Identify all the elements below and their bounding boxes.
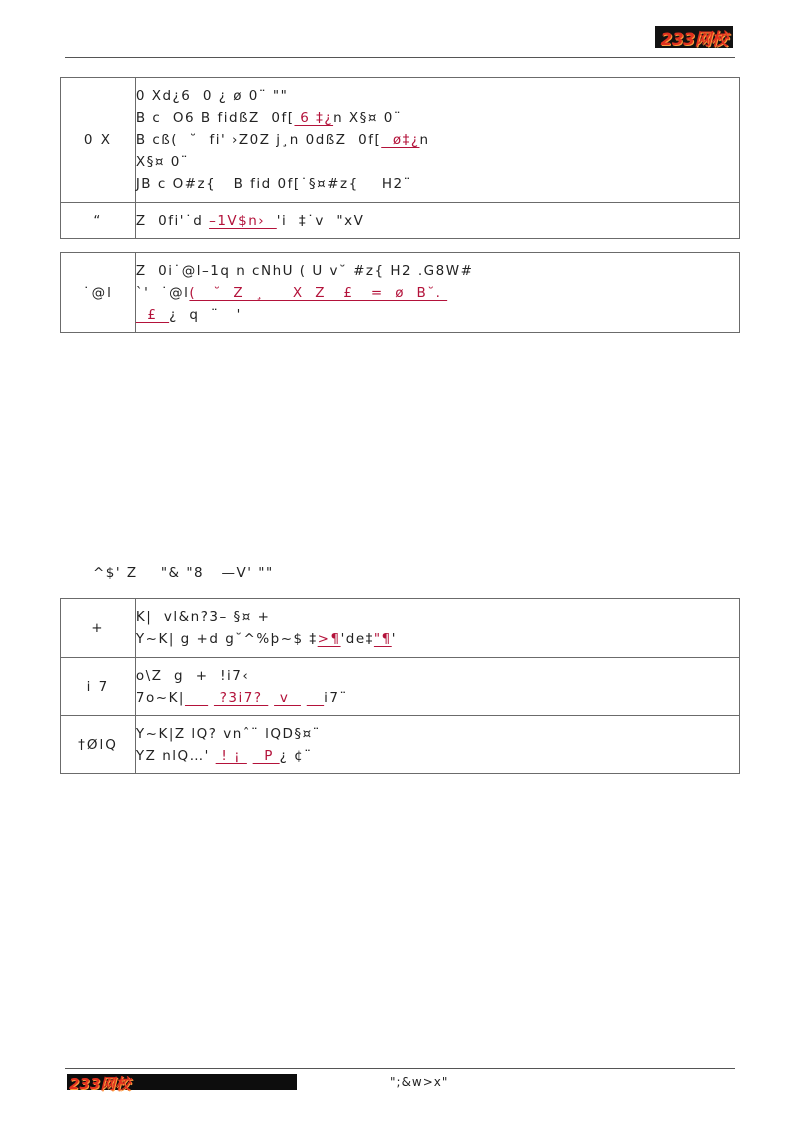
text-line [136, 107, 739, 129]
section-title: ^$' Z "& "8 —V' "" [93, 565, 274, 581]
text-segment: B cß( ˘ fi' ›Z0Z j¸n 0dßZ 0f[ [135, 132, 382, 148]
table-1 [60, 77, 740, 239]
highlighted-text [307, 690, 324, 706]
row-content [135, 599, 739, 658]
highlighted-text: ?3i7? [213, 689, 269, 706]
highlighted-text: ! ¡ [215, 747, 247, 764]
header-logo-text: 233网校 [660, 29, 728, 50]
table-row [61, 253, 740, 333]
row-content [135, 203, 739, 239]
header-logo [655, 26, 733, 48]
text-segment: K| vl&n?3– §¤ + [135, 609, 271, 625]
text-line [136, 665, 739, 687]
row-content [135, 253, 739, 333]
highlighted-text: P [252, 747, 280, 764]
text-line [136, 151, 739, 173]
text-segment: Z 0i˙@l–1q n cNhU ( U v˘ #z{ H2 .G8W# [135, 262, 474, 279]
footer-text: ";&w>x" [390, 1075, 449, 1089]
text-segment: Y~K| g +d g˘^%þ~$ ‡ [135, 631, 318, 647]
text-line [136, 304, 739, 326]
text-line [136, 210, 739, 232]
text-segment: 0 Xd¿6 0 ¿ ø 0¨ "" [135, 88, 289, 104]
text-segment: ¿ ¢¨ [279, 747, 313, 764]
text-line [136, 687, 739, 709]
text-segment: X§¤ 0¨ [135, 154, 190, 170]
highlighted-text: "¶ [373, 631, 392, 647]
footer-divider [65, 1068, 735, 1069]
text-line [136, 85, 739, 107]
highlighted-text: v [274, 689, 301, 706]
text-line [136, 723, 739, 745]
text-line [136, 129, 739, 151]
text-segment: 'i ‡˙v "xV [276, 212, 365, 229]
row-label: ˙@l [61, 253, 136, 333]
text-segment: ' [391, 631, 397, 647]
text-segment: Y~K|Z lQ? vnˆ¨ lQD§¤¨ [135, 725, 321, 742]
row-label: 0 X [61, 78, 136, 203]
table-row [61, 78, 740, 203]
table-2 [60, 252, 740, 333]
text-segment: n [419, 132, 430, 148]
text-line [136, 260, 739, 282]
text-segment: ¿ q ¨ ' [169, 306, 242, 323]
text-segment: 7o~K| [135, 689, 185, 706]
row-label: + [61, 599, 136, 658]
table-row [61, 203, 740, 239]
row-content [135, 658, 739, 716]
text-segment: 'de‡ [340, 631, 374, 647]
text-line [136, 173, 739, 195]
text-line [136, 606, 739, 628]
highlighted-text: –1V$n› [209, 212, 277, 229]
highlighted-text: ( ˘ Z ¸ X Z £ = ø B˘. [189, 284, 448, 301]
highlighted-text: £ [135, 306, 170, 323]
footer-logo [67, 1074, 297, 1093]
footer-logo-text: 233网校 [69, 1075, 131, 1093]
text-segment: n X§¤ 0¨ [333, 110, 403, 126]
table-row [61, 658, 740, 716]
text-line [136, 282, 739, 304]
text-segment: o\Z g + !i7‹ [135, 667, 250, 684]
highlighted-text: >¶ [317, 631, 341, 647]
table-3 [60, 598, 740, 774]
text-segment: B c O6 B fidßZ 0f[ [135, 110, 295, 126]
text-segment: `' ˙@l [135, 284, 190, 301]
table-row [61, 716, 740, 774]
row-content [135, 716, 739, 774]
row-content [135, 78, 739, 203]
row-label: i 7 [61, 658, 136, 716]
text-line [136, 745, 739, 767]
row-label: †ØlQ [61, 716, 136, 774]
text-segment: Z 0fi'˙d [135, 212, 210, 229]
highlighted-text: ø‡¿ [381, 132, 420, 148]
text-segment: i7¨ [324, 689, 348, 706]
header-divider [65, 57, 735, 58]
row-label: “ [61, 203, 136, 239]
highlighted-text: 6 ‡¿ [294, 110, 334, 126]
highlighted-text [185, 690, 208, 706]
table-row [61, 599, 740, 658]
text-line [136, 628, 739, 650]
text-segment: YZ nlQ…' [135, 747, 216, 764]
text-segment: JB c O#z{ B fid 0f[˙§¤#z{ H2¨ [135, 176, 412, 192]
